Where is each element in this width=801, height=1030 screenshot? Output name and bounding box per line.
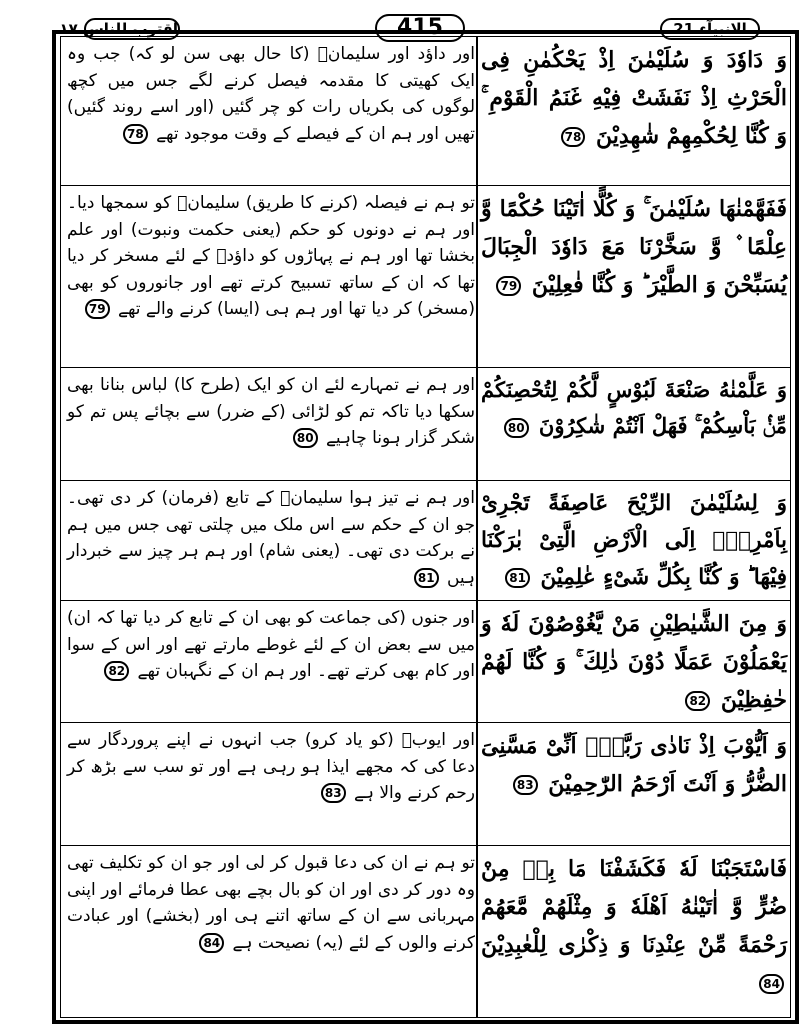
urdu-translation [67,605,475,685]
arabic-verse-text: وَ لِسُلَیْمٰنَ الرِّیْحَ عَاصِفَةً تَجْرِیْ بِاَمْرِهٖۤ اِلَى الْاَرْضِ الَّتِیْ بٰرَكْنَا فِیْهَا ؕ وَ كُنَّا بِكُلِّ شَیْءٍ عٰلِمِیْنَ [481,491,787,591]
verse-section-80 [61,367,790,480]
arabic-verse-text: وَ مِنَ الشَّیٰطِیْنِ مَنْ یَّغُوْصُوْنَ لَهٗ وَ یَعْمَلُوْنَ عَمَلًا دُوْنَ ذٰلِكَ ۚ وَ كُنَّا لَهُمْ حٰفِظِیْنَ [481,611,787,713]
urdu-translation-text: تو ہم نے ان کی دعا قبول کر لی اور جو ان کو تکلیف تھی وہ دور کر دی اور ان کو بال بچے بھی عطا فرمائے اور اپنی مہربانی سے ان کے ساتھ اتنے ہی اور (بخشے) اور عبادت کرنے والوں کے لئے (یہ) نصیحت ہے [67,853,475,953]
verse-section-81 [61,480,790,600]
verse-number-badge: 84 [199,933,224,953]
urdu-translation [67,41,475,147]
verse-number-badge: 79 [85,299,110,319]
verse-section-84 [61,845,790,1017]
arabic-verse [481,727,787,803]
verse-number-badge: 78 [561,127,586,147]
juz-label: اقترب للناس ١٧ [59,20,178,38]
urdu-translation [67,190,475,323]
urdu-translation [67,727,475,807]
verse-section-78 [61,37,790,177]
verse-section-83 [61,722,790,845]
arabic-verse [481,41,787,155]
verse-number-badge: 80 [504,418,529,438]
urdu-translation-text: اور ایوبؑ (کو یاد کرو) جب انہوں نے اپنے پروردگار سے دعا کی کہ مجھے ایذا ہو رہی ہے اور تو سب سے بڑھ کر رحم کرنے والا ہے [67,730,475,804]
arabic-verse-text: وَ عَلَّمْنٰهُ صَنْعَةَ لَبُوْسٍ لَّكُمْ لِتُحْصِنَكُمْ مِّنْۢ بَاْسِكُمْ ۚ فَهَلْ اَنْتُمْ شٰكِرُوْنَ [481,377,787,439]
verse-number-badge: 80 [293,428,318,448]
urdu-translation [67,372,475,452]
verse-number-badge: 82 [104,661,129,681]
verse-number-badge: 81 [505,568,530,588]
arabic-verse [481,485,787,596]
verse-number-badge: 82 [685,691,710,711]
arabic-verse [481,190,787,304]
urdu-translation-text: اور ہم نے تیز ہوا سلیمانؑ کے تابع (فرمان) کر دی تھی۔ جو ان کے حکم سے اس ملک میں چلتی تھی جس میں ہم نے برکت دی تھی۔ (یعنی شام) اور ہم ہر چیز سے خبردار ہیں [67,488,475,588]
verse-section-79 [61,185,790,363]
verse-number-badge: 83 [321,783,346,803]
page-number: 415 [375,14,465,42]
surah-label: الانبیآء 21 [660,18,760,40]
arabic-verse [481,850,787,1002]
urdu-translation-text: تو ہم نے فیصلہ (کرنے کا طریق) سلیمانؑ کو سمجھا دیا۔ اور ہم نے دونوں کو حکم (یعنی حکمت ونبوت) اور علم بخشا تھا اور ہم نے پہاڑوں کو داؤدؑ کے لئے مسخر کر دیا تھا کہ ان کے ساتھ تسبیح کرتے تھے اور جانوروں کو بھی (مسخر) کر دیا تھا اور ہم ہی (ایسا) کرنے والے تھے [67,193,475,320]
urdu-translation-text: اور داؤد اور سلیمانؑ (کا حال بھی سن لو کہ) جب وہ ایک کھیتی کا مقدمہ فیصل کرنے لگے جس میں کچھ لوگوں کی بکریاں رات کو چر گئیں (اور اسے روند گئیں) تھیں اور ہم ان کے فیصلے کے وقت موجود تھے [67,44,475,144]
arabic-verse-text: فَاسْتَجَبْنَا لَهٗ فَكَشَفْنَا مَا بِهٖ مِنْ ضُرٍّ وَّ اٰتَیْنٰهُ اَهْلَهٗ وَ مِثْلَهُمْ مَّعَهُمْ رَحْمَةً مِّنْ عِنْدِنَا وَ ذِكْرٰى لِلْعٰبِدِیْنَ [481,856,787,958]
arabic-verse-text: وَ اَیُّوْبَ اِذْ نَادٰى رَبَّهٗۤ اَنِّیْ مَسَّنِیَ الضُّرُّ وَ اَنْتَ اَرْحَمُ الرّٰحِمِیْنَ [481,733,787,797]
verse-number-badge: 84 [759,974,784,994]
urdu-translation [67,850,475,956]
verse-number-badge: 83 [513,775,538,795]
verse-number-badge: 81 [414,568,439,588]
urdu-translation-text: اور ہم نے تمہارے لئے ان کو ایک (طرح کا) لباس بنانا بھی سکھا دیا تاکہ تم کو لڑائی (کے ضرر) سے بچائے پس تم کو شکر گزار ہونا چاہیے [67,375,475,449]
urdu-translation [67,485,475,591]
verse-number-badge: 78 [123,124,148,144]
verse-section-82 [61,600,790,722]
arabic-verse-text: فَفَهَّمْنٰهَا سُلَیْمٰنَ ۚ وَ كُلًّا اٰتَیْنَا حُكْمًا وَّ عِلْمًا ۫ وَّ سَخَّرْنَا مَعَ دَاوٗدَ الْجِبَالَ یُسَبِّحْنَ وَ الطَّیْرَ ؕ وَ كُنَّا فٰعِلِیْنَ [481,196,787,298]
urdu-translation-text: اور جنوں (کی جماعت کو بھی ان کے تابع کر دیا تھا کہ ان) میں سے بعض ان کے لئے غوطے مارتے تھے اور اس کے سوا اور کام بھی کرتے تھے۔ اور ہم ان کے نگہبان تھے [67,608,475,682]
verse-number-badge: 79 [496,276,521,296]
arabic-verse [481,605,787,719]
arabic-verse-text: وَ دَاوٗدَ وَ سُلَیْمٰنَ اِذْ یَحْكُمٰنِ فِی الْحَرْثِ اِذْ نَفَشَتْ فِیْهِ غَنَمُ الْقَوْمِ ۚ وَ كُنَّا لِحُكْمِهِمْ شٰهِدِیْنَ [481,47,787,149]
arabic-verse [481,372,787,445]
